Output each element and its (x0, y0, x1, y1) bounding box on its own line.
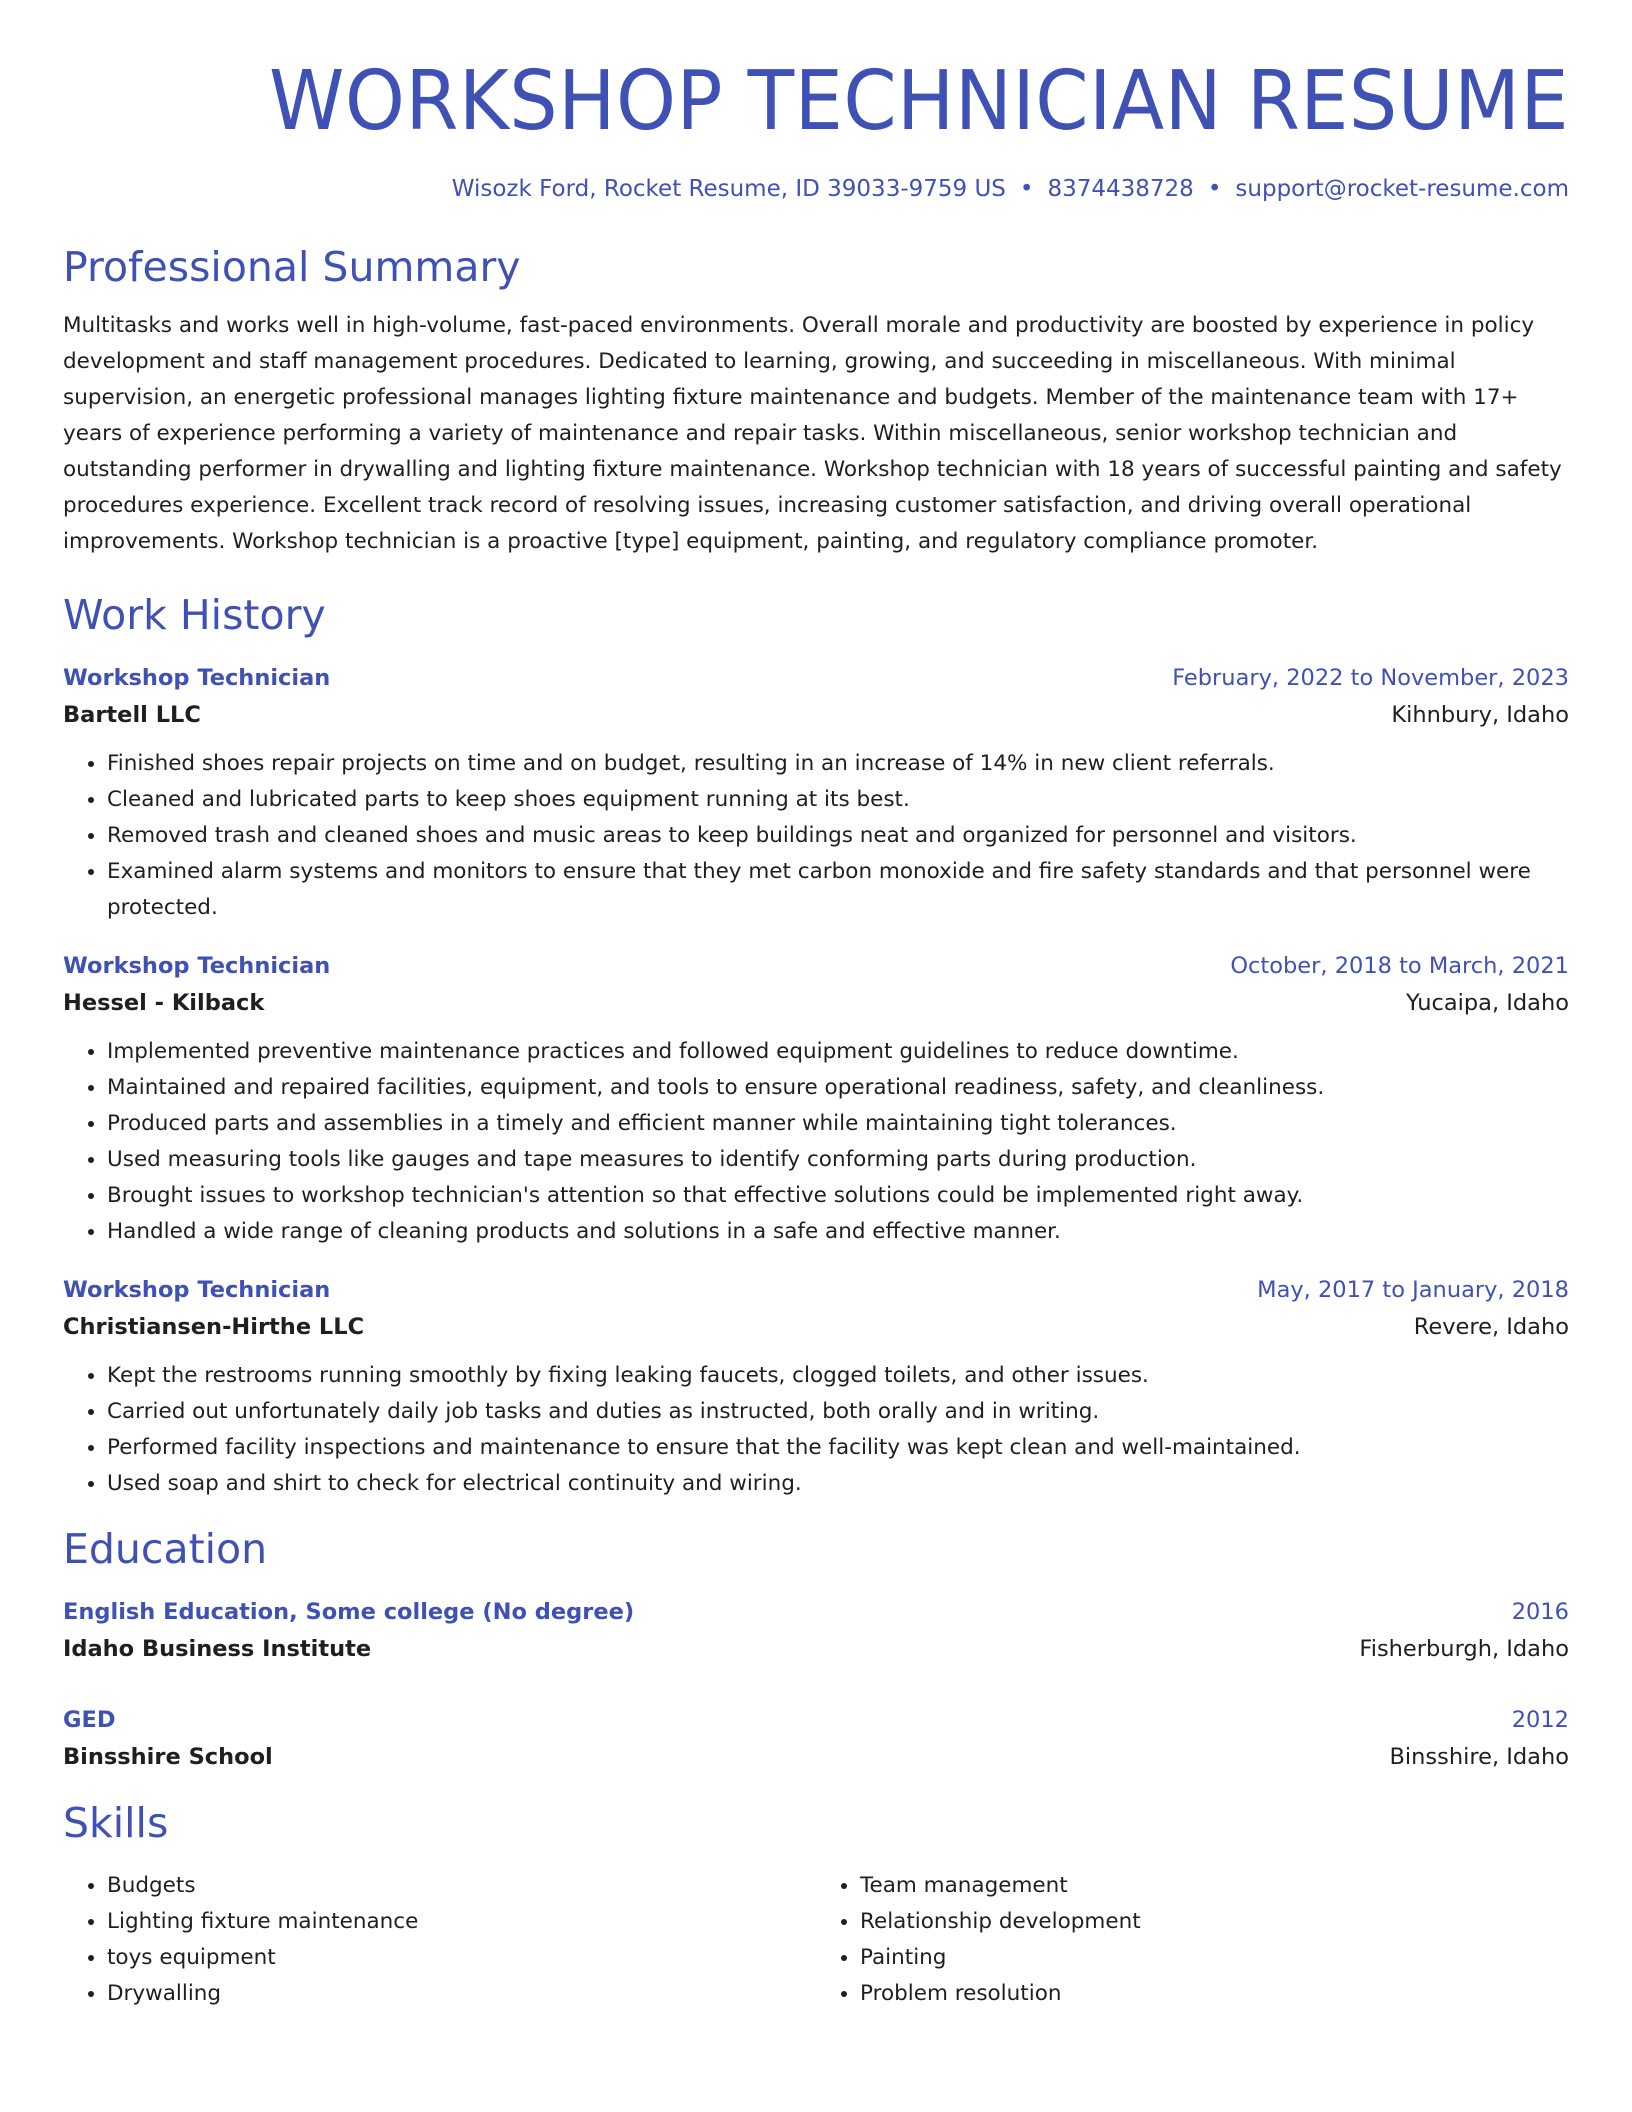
skill-item: • Budgets (107, 1868, 816, 1904)
skills-columns (63, 1868, 1569, 2012)
job-company: Bartell LLC (63, 702, 201, 728)
education-school: Idaho Business Institute (63, 1636, 372, 1662)
contact-address: Wisozk Ford, Rocket Resume, ID 39033-9759 US (451, 176, 1006, 202)
skills-list-right (816, 1868, 1569, 2012)
job-bullet: • Performed facility inspections and maintenance to ensure that the facility was kept clean and well-maintained. (107, 1430, 1569, 1466)
education-location: Binsshire, Idaho (1389, 1744, 1569, 1770)
skill-item: • Drywalling (107, 1976, 816, 2012)
job-bullet: • Handled a wide range of cleaning products and solutions in a safe and effective manner. (107, 1214, 1569, 1250)
contact-phone: 8374438728 (1047, 176, 1194, 202)
contact-line (63, 174, 1569, 204)
contact-separator: • (1019, 176, 1034, 202)
job-bullet: • Finished shoes repair projects on time and on budget, resulting in an increase of 14% in new client referrals. (107, 746, 1569, 782)
job-entry (63, 1272, 1569, 1502)
education-school: Binsshire School (63, 1744, 273, 1770)
job-title: Workshop Technician (63, 665, 331, 691)
education-year: 2012 (1511, 1707, 1569, 1733)
education-section (63, 1524, 1569, 1776)
job-bullets (63, 1034, 1569, 1250)
skills-section (63, 1798, 1569, 2012)
skill-item: • Relationship development (860, 1904, 1569, 1940)
job-title: Workshop Technician (63, 1277, 331, 1303)
job-bullet: • Brought issues to workshop technician's attention so that effective solutions could be implemented right away. (107, 1178, 1569, 1214)
job-bullet: • Used measuring tools like gauges and tape measures to identify conforming parts during production. (107, 1142, 1569, 1178)
contact-email[interactable]: support@rocket-resume.com (1235, 176, 1569, 202)
skills-heading: Skills (63, 1799, 169, 1847)
skill-item: • Painting (860, 1940, 1569, 1976)
job-bullets (63, 1358, 1569, 1502)
skill-item: • Lighting fixture maintenance (107, 1904, 816, 1940)
job-location: Kihnbury, Idaho (1391, 702, 1569, 728)
education-location: Fisherburgh, Idaho (1359, 1636, 1569, 1662)
job-location: Revere, Idaho (1413, 1314, 1569, 1340)
job-dates: February, 2022 to November, 2023 (1172, 665, 1569, 691)
job-entry (63, 660, 1569, 926)
job-location: Yucaipa, Idaho (1406, 990, 1569, 1016)
job-bullet: • Carried out unfortunately daily job tasks and duties as instructed, both orally and in writing. (107, 1394, 1569, 1430)
summary-text: Multitasks and works well in high-volume, fast-paced environments. Overall morale and productivity are boosted by experience in policy development and staff management procedures. Dedicated to learning, growing, and succeeding in miscellaneous. With minimal supervision, an energetic professional manages lighting fixture maintenance and budgets. Member of the maintenance team with 17+ years of experience performing a variety of maintenance and repair tasks. Within miscellaneous, senior workshop technician and outstanding performer in drywalling and lighting fixture maintenance. Workshop technician with 18 years of successful painting and safety procedures experience. Excellent track record of resolving issues, increasing customer satisfaction, and driving overall operational improvements. Workshop technician is a proactive [type] equipment, painting, and regulatory compliance promoter. (63, 313, 1562, 554)
education-degree: GED (63, 1707, 116, 1733)
job-entry (63, 948, 1569, 1250)
job-bullet: • Examined alarm systems and monitors to ensure that they met carbon monoxide and fire safety standards and that personnel were protected. (107, 854, 1569, 926)
job-dates: October, 2018 to March, 2021 (1230, 953, 1569, 979)
summary-heading: Professional Summary (63, 243, 521, 291)
work-history-section (63, 590, 1569, 1502)
resume-title: WORKSHOP TECHNICIAN RESUME (269, 54, 1569, 149)
job-company: Hessel - Kilback (63, 990, 265, 1016)
education-heading: Education (63, 1525, 268, 1573)
job-bullet: • Kept the restrooms running smoothly by fixing leaking faucets, clogged toilets, and other issues. (107, 1358, 1569, 1394)
job-bullet: • Maintained and repaired facilities, equipment, and tools to ensure operational readiness, safety, and cleanliness. (107, 1070, 1569, 1106)
job-bullet: • Cleaned and lubricated parts to keep shoes equipment running at its best. (107, 782, 1569, 818)
skill-item: • toys equipment (107, 1940, 816, 1976)
education-entry (63, 1594, 1569, 1668)
job-company: Christiansen-Hirthe LLC (63, 1314, 365, 1340)
job-bullet: • Produced parts and assemblies in a timely and efficient manner while maintaining tight tolerances. (107, 1106, 1569, 1142)
work-history-heading: Work History (63, 591, 326, 639)
education-degree: English Education, Some college (No degree) (63, 1599, 635, 1625)
job-bullets (63, 746, 1569, 926)
education-year: 2016 (1511, 1599, 1569, 1625)
summary-section (63, 242, 1569, 560)
education-entry (63, 1702, 1569, 1776)
job-bullet: • Removed trash and cleaned shoes and music areas to keep buildings neat and organized for personnel and visitors. (107, 818, 1569, 854)
contact-separator: • (1207, 176, 1222, 202)
job-dates: May, 2017 to January, 2018 (1257, 1277, 1569, 1303)
job-bullet: • Used soap and shirt to check for electrical continuity and wiring. (107, 1466, 1569, 1502)
skill-item: • Team management (860, 1868, 1569, 1904)
skills-list-left (63, 1868, 816, 2012)
job-bullet: • Implemented preventive maintenance practices and followed equipment guidelines to reduce downtime. (107, 1034, 1569, 1070)
skill-item: • Problem resolution (860, 1976, 1569, 2012)
job-title: Workshop Technician (63, 953, 331, 979)
